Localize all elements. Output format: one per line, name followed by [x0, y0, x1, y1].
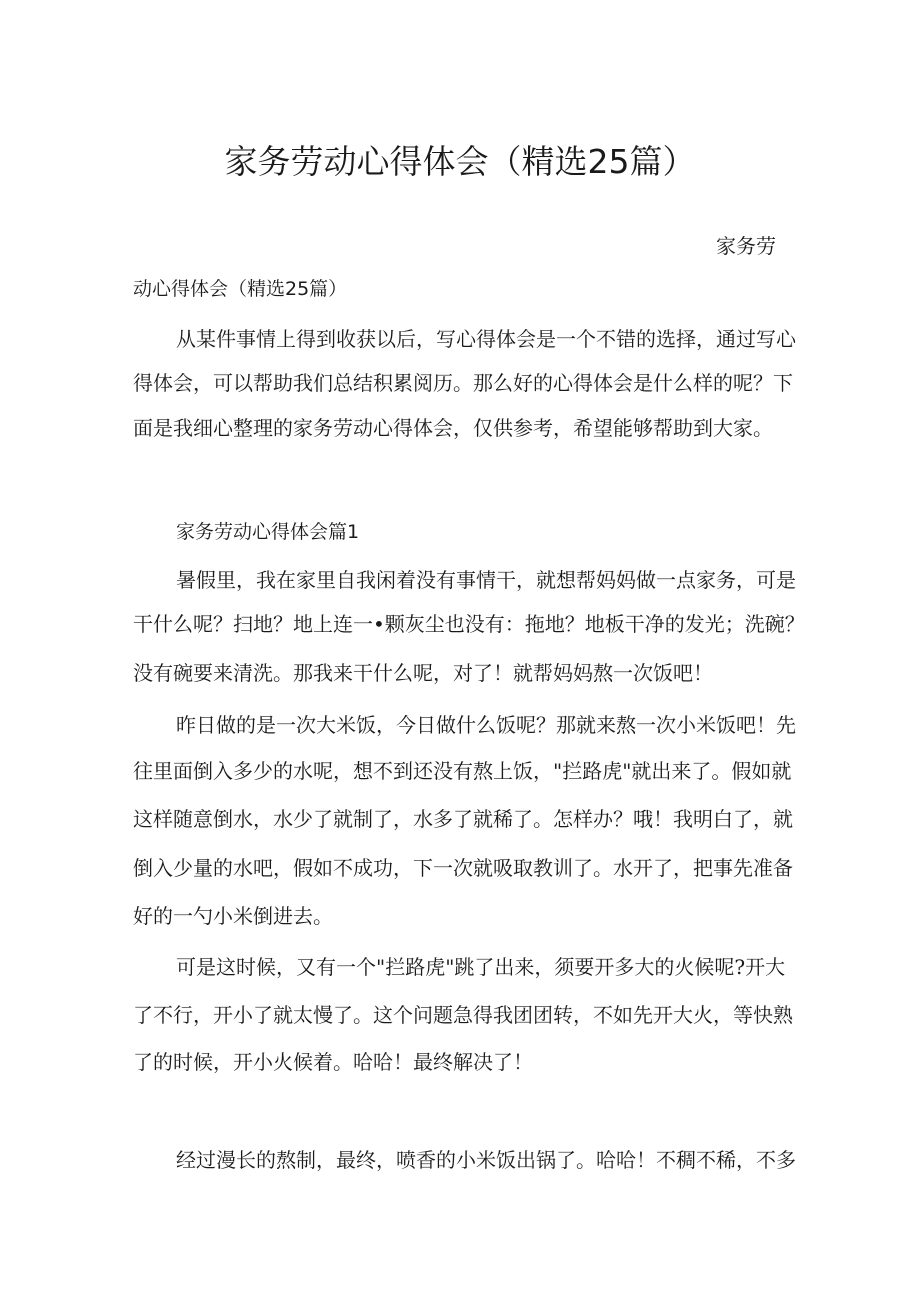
intro-line: 从某件事情上得到收获以后，写心得体会是一个不错的选择，通过写心 [176, 327, 796, 351]
paragraph-line: 经过漫长的熬制，最终，喷香的小米饭出锅了。哈哈！不稠不稀，不多 [176, 1148, 796, 1172]
paragraph-line: 往里面倒入多少的水呢，想不到还没有熬上饭，"拦路虎"就出来了。假如就 [133, 759, 792, 783]
paragraph-line: 了不行，开小了就太慢了。这个问题急得我团团转，不如先开大火，等快熟 [133, 1003, 793, 1027]
subtitle-line-1: 家务劳 [716, 234, 776, 258]
intro-line: 得体会，可以帮助我们总结积累阅历。那么好的心得体会是什么样的呢？下 [133, 371, 793, 395]
paragraph-line: 可是这时候，又有一个"拦路虎"跳了出来，须要开多大的火候呢?开大 [176, 955, 786, 979]
intro-line: 面是我细心整理的家务劳动心得体会，仅供参考，希望能够帮助到大家。 [133, 416, 773, 440]
paragraph-line: 这样随意倒水，水少了就制了，水多了就稀了。怎样办？哦！我明白了，就 [133, 807, 793, 831]
paragraph-line: 昨日做的是一次大米饭，今日做什么饭呢？那就来熬一次小米饭吧！先 [176, 713, 796, 737]
paragraph-line: 干什么呢？扫地？地上连一•颗灰尘也没有：拖地？地板干净的发光；洗碗？ [133, 612, 805, 636]
subtitle-line-2: 动心得体会（精选25篇） [133, 278, 348, 300]
section-heading: 家务劳动心得体会篇1 [176, 521, 360, 543]
paragraph-line: 没有碗要来清洗。那我来干什么呢，对了！就帮妈妈熬一次饭吧！ [133, 661, 713, 685]
paragraph-line: 倒入少量的水吧，假如不成功，下一次就吸取教训了。水开了，把事先准备 [133, 856, 793, 880]
document-title: 家务劳动心得体会（精选25篇） [224, 142, 696, 181]
paragraph-line: 好的一勺小米倒进去。 [133, 904, 333, 928]
paragraph-line: 暑假里，我在家里自我闲着没有事情干，就想帮妈妈做一点家务，可是 [176, 568, 796, 592]
paragraph-line: 了的时候，开小火候着。哈哈！最终解决了！ [133, 1050, 533, 1074]
